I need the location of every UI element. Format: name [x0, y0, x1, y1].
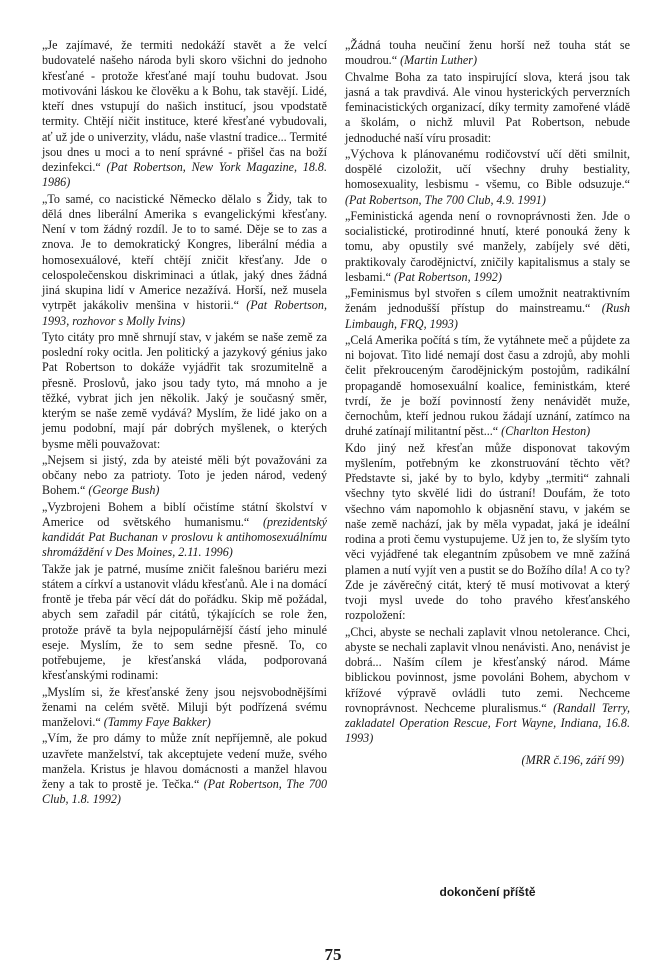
paragraph — [42, 330, 327, 452]
paragraph — [345, 38, 630, 69]
paragraph-text: „Nejsem si jistý, zda by ateisté měli být považováni za občany nebo za patrioty. Toto je jeden národ, vedený Bohem.“ — [42, 452, 327, 498]
paragraph-text: Takže jak je patrné, musíme zničit falešnou bariéru mezi státem a církví a ustanovit vládu křesťanů. Ale i na domácí frontě je třeba pár věcí dát do pořádku. Skip mě požádal, abych sem zařadil pár citátů, týkajících se role žen, protože právě ta byla nejpopulárnější částí jeho minulé eseje. Myslím, že to sem sedne přesně. To, co potřebujeme, je křesťanská vláda, podporovaná křesťanskými rodinami: — [42, 561, 327, 683]
right-column — [345, 38, 630, 768]
left-column — [42, 38, 327, 809]
paragraph — [42, 685, 327, 731]
paragraph — [345, 70, 630, 146]
paragraph-text: „Vyzbrojeni Bohem a biblí očistíme státní školství v Americe od světského humanismu.“ — [42, 499, 327, 529]
paragraph-text: „Feminismus byl stvořen s cílem umožnit neatraktivním ženám jednodušší přístup do mainstreamu.“ — [345, 286, 630, 316]
paragraph-text: „Celá Amerika počítá s tím, že vytáhnete meč a půjdete za ni bojovat. Tito lidé nemají dost času a zdrojů, aby mohli čelit překrouceným čarodějnickým postojům, radikální propagandě homosexuální koalice, feministkám, které tvrdí, že je boží povinností ženy nenávidět muže, černochům, kteří jednou rukou žádají uznání, zatímco na druhé zatínají militantní pěst...“ — [345, 332, 630, 439]
continued-note: dokončení příště — [439, 885, 536, 899]
quote-citation: (Charlton Heston) — [501, 424, 591, 439]
paragraph — [345, 286, 630, 332]
paragraph — [42, 38, 327, 191]
quote-citation: (Rush Limbaugh, FRQ, 1993) — [345, 301, 630, 331]
paragraph-text: Kdo jiný než křesťan může disponovat takovým myšlením, potřebným ke zkonstruování těchto vět? Představte si, jaké by to bylo, kdyby „termiti“ zahnali všechny tyto skvělé lidi do ústraní! Doufám, že toto všechno vám napomohlo k objasnění stavu, v jakém se naše země nachází, jak by měla vypadat, jaká je ideální rodina a proti čemu vystupujeme. Už jen to, že slyším tyto věci vyjádřené tak elegantním způsobem ve mně zažíná plamen a nutí vyjít ven a pustit se do Božího díla! A co ty? Zde je závěrečný citát, který tě musí motivovat a který tvoji mysl uvede do toho pravého křesťanského rozpoložení: — [345, 440, 630, 623]
paragraph-text: Chvalme Boha za tato inspirující slova, která jsou tak jasná a tak pravdivá. Ale vinou hysterických perverzních feminacistických organizací, díky termity zamořené vládě a školám, o nichž mluvil Pat Robertson, nebude jednoduché naší víru prosadit: — [345, 69, 630, 145]
quote-citation: (Pat Robertson, 1992) — [394, 269, 502, 284]
paragraph-text: „Žádná touha neučiní ženu horší než touha stát se moudrou.“ — [345, 38, 630, 68]
paragraph — [42, 731, 327, 807]
paragraph — [42, 500, 327, 561]
paragraph-text: „Výchova k plánovanému rodičovství učí děti smilnit, dospělé cizoložit, učí všechny druhy bestiality, homosexuality, lesbismu - všemu, co Bible odsuzuje.“ — [345, 146, 630, 192]
paragraph — [42, 562, 327, 684]
quote-citation: (Tammy Faye Bakker) — [103, 715, 211, 729]
source-note: (MRR č.196, září 99) — [521, 752, 624, 767]
quote-citation: (Pat Robertson, The 700 Club, 1.8. 1992) — [42, 777, 328, 807]
paragraph — [42, 453, 327, 499]
paragraph — [42, 192, 327, 329]
quote-citation: (Pat Robertson, 1993, rozhovor s Molly Ivins) — [42, 298, 327, 328]
quote-citation: (prezidentský kandidát Pat Buchanan v proslovu k antihomosexuálnímu shromáždění v Des Moines, 2.11. 1996) — [42, 514, 327, 560]
paragraph-text: „Chci, abyste se nechali zaplavit vlnou netolerance. Chci, abyste se nechali zaplavit vlnou nenávisti. Ano, nenávist je dobrá... Naším cílem je křesťanský národ. Máme biblickou povinnost, jsme povoláni Bohem, abychom v křížové výpravě ovládli tuto zemi. Nechceme rovnoprávnost. Nechceme pluralismus.“ — [345, 624, 630, 715]
paragraph-text: „Vím, že pro dámy to může znít nepříjemně, ale pokud uzavřete manželství, tak akceptujete vedení muže, svého manžela. Kristus je hlavou domácnosti a manžel hlavou ženy a tak to prostě je. Tečka.“ — [42, 731, 327, 791]
quote-citation: (Randall Terry, zakladatel Operation Rescue, Fort Wayne, Indiana, 16.8. 1993) — [345, 700, 631, 746]
quote-citation: (George Bush) — [88, 483, 160, 498]
paragraph — [345, 441, 630, 624]
paragraph-text: „Myslím si, že křesťanské ženy jsou nejsvobodnějšími ženami na celém světě. Miluji být podřízená svému manželovi.“ — [42, 684, 327, 729]
paragraph-text: „Feministická agenda není o rovnoprávnosti žen. Jde o socialistické, protirodinné hnutí, které ponouká ženy k tomu, aby opustily své manžely, zabíjely své děti, praktikovaly čarodějnictví, zničily kapitalismus a staly se lesbami.“ — [345, 208, 630, 284]
paragraph — [345, 625, 630, 747]
paragraph — [345, 147, 630, 208]
paragraph-text: „To samé, co nacistické Německo dělalo s Židy, tak to dělá dnes liberální Amerika s evangelickými křesťany. Není v tom žádný rozdíl. Je to to samé. Děje se to zas a znova. Je to demokratický Kongres, liberální média a homosexuálové, kteří chtějí zničit křesťany. Jde o celospolečenskou diskriminaci a útlak, jaký dnes žádná jiná skupina lidí v Americe nezažívá. Horší, než musela vytrpět jakákoliv menšina v historii.“ — [42, 191, 327, 313]
paragraph — [345, 333, 630, 440]
quote-citation: (Martin Luther) — [400, 53, 478, 68]
quote-citation: (Pat Robertson, New York Magazine, 18.8. 1986) — [42, 160, 327, 190]
quote-citation: (Pat Robertson, The 700 Club, 4.9. 1991) — [345, 192, 546, 207]
paragraph-text: Tyto citáty pro mně shrnují stav, v jakém se naše země za poslední roky ocitla. Jen politický a jazykový génius jako Pat Robertson to dokáže vyjádřit tak srozumitelně a přesně. Proslovů, jako jsou tady tyto, má mnoho a je těžké, vybrat jich jen několik. Jaký je současný směr, kterým se naše země vydává? Myslím, že lidé jako on a jemu podobní, mají pár dobrých myšlenek, o kterých bysme měli pouvažovat: — [42, 329, 327, 451]
page-number: 75 — [324, 945, 342, 964]
paragraph — [345, 209, 630, 285]
paragraph-text: „Je zajímavé, že termiti nedokáží stavět a že velcí budovatelé našeho národa byli skoro všichni do jednoho křesťané - protože křesťané mají touhu budovat. Jsou motivováni láskou ke člověku a k Bohu, tak stavějí. Lidé, kteří dnes vstupují do našich institucí, jsou vpodstatě termity. Chtějí ničit instituce, které křesťané vybudovali, ať už jde o univerzity, vládu, naše vlastní tradice... Termité jsou dnes u moci a to není správné - přišel čas na boží dezinfekci.“ — [42, 38, 327, 174]
